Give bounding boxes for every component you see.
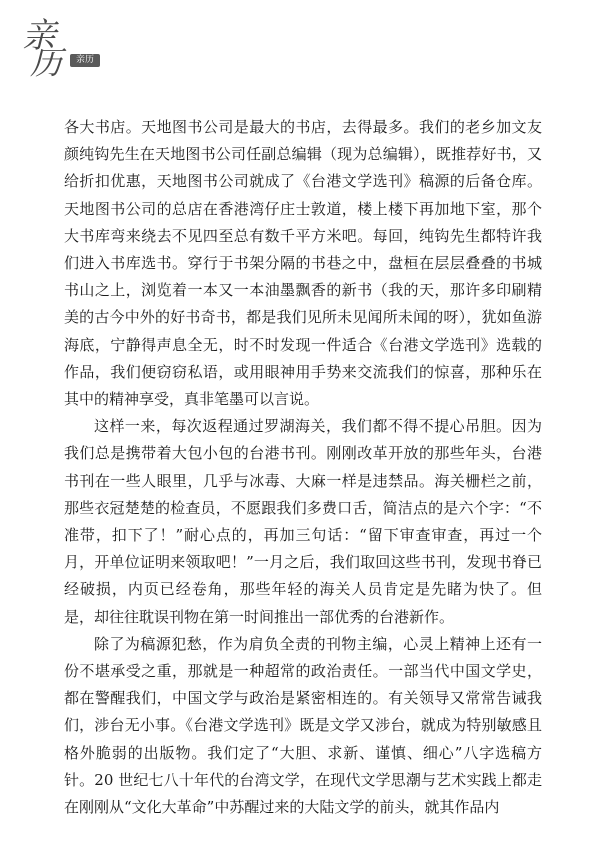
logo-char-2: 历 [30,44,63,82]
body-text [64,114,542,821]
logo-char-1: 亲 [22,16,54,56]
paragraph-1: 各大书店。天地图书公司是最大的书店，去得最多。我们的老乡加文友颜纯钩先生在天地图书公司任副总编辑（现为总编辑），既推荐好书，又给折扣优惠，天地图书公司就成了《台港文学选刊》稿源的后备仓库。天地图书公司的总店在香港湾仔庄士敦道，楼上楼下再加地下室，那个大书库弯来绕去不见四至总有数千平方米吧。每回，纯钩先生都特许我们进入书库选书。穿行于书架分隔的书巷之中，盘桓在层层叠叠的书城书山之上，浏览着一本又一本油墨飘香的新书（我的天，那许多印刷精美的古今中外的好书奇书，都是我们见所未见闻所未闻的呀），犹如鱼游海底，宁静得声息全无，时不时发现一件适合《台港文学选刊》选载的作品，我们便窃窃私语，或用眼神用手势来交流我们的惊喜，那种乐在其中的精神享受，真非笔墨可以言说。 [64,118,542,409]
paragraph-2: 这样一来，每次返程通过罗湖海关，我们都不得不提心吊胆。因为我们总是携带着大包小包的台港书刊。刚刚改革开放的那些年头，台港书刊在一些人眼里，几乎与冰毒、大麻一样是违禁品。海关栅栏之前，那些衣冠楚楚的检查员，不愿跟我们多费口舌，简洁点的是六个字：“不准带，扣下了！”耐心点的，再加三句话：“留下审查审查，再过一个月，开单位证明来领取吧！”一月之后，我们取回这些书刊，发现书脊已经破损，内页已经卷角，那些年轻的海关人员肯定是先睹为快了。但是，却往往耽误刊物在第一时间推出一部优秀的台港新作。 [64,417,542,626]
logo-seal: 亲历 [70,54,100,67]
section-logo [14,8,104,82]
paragraph-3: 除了为稿源犯愁，作为肩负全责的刊物主编，心灵上精神上还有一份不堪承受之重，那就是一种超常的政治责任。一部当代中国文学史，都在警醒我们，中国文学与政治是紧密相连的。有关领导又常常告诫我们，涉台无小事。《台港文学选刊》既是文学又涉台，就成为特别敏感且格外脆弱的出版物。我们定了“大胆、求新、谨慎、细心”八字选稿方针。20 世纪七八十年代的台湾文学，在现代文学思潮与艺术实践上都走在刚刚从“文化大革命”中苏醒过来的大陆文学的前头，就其作品内 [64,634,542,817]
